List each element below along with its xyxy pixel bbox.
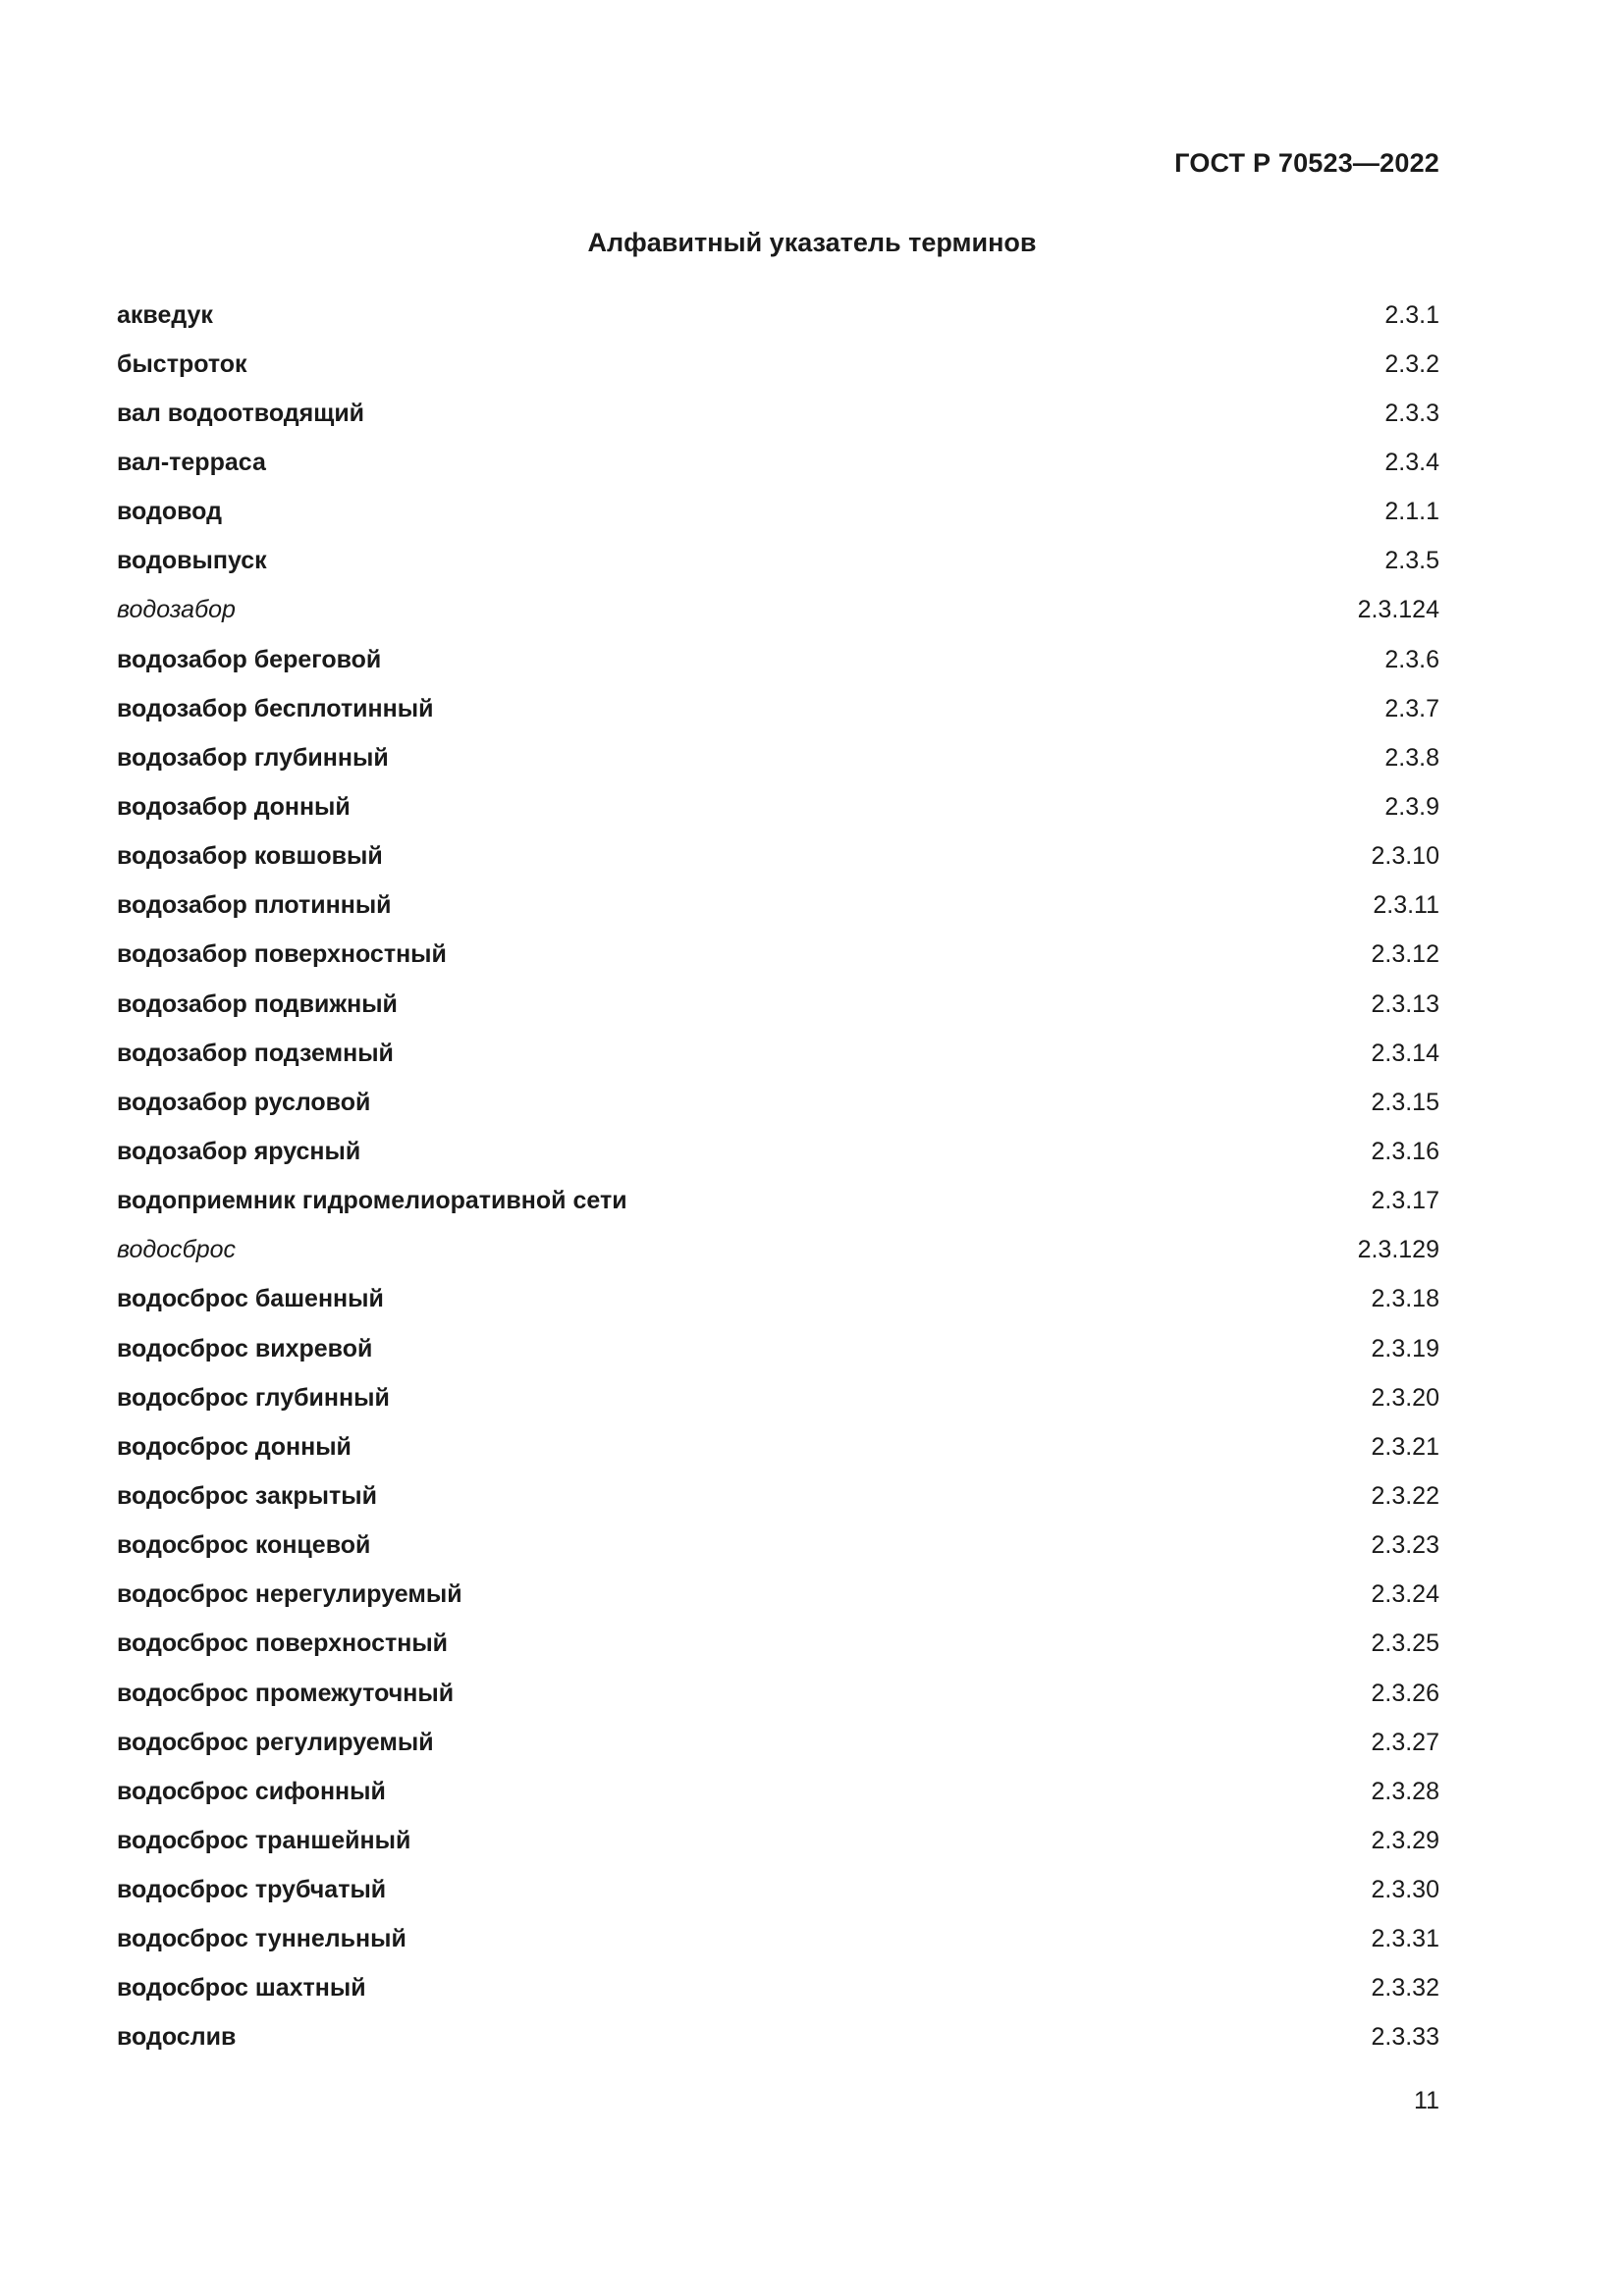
index-term: водозабор подземный [117,1039,394,1067]
index-term: водосброс башенный [117,1285,384,1313]
index-reference: 2.3.5 [1384,547,1439,575]
index-entry [117,1866,1439,1915]
index-entry [117,1620,1439,1669]
index-entry [117,1226,1439,1275]
index-reference: 2.1.1 [1384,498,1439,526]
index-reference: 2.3.15 [1371,1088,1439,1116]
index-term: водосброс шахтный [117,1974,366,2002]
index-term: водозабор ковшовый [117,842,383,871]
index-term: водосброс концевой [117,1531,371,1560]
index-reference: 2.3.30 [1371,1876,1439,1904]
index-reference: 2.3.29 [1371,1826,1439,1854]
index-reference: 2.3.17 [1371,1187,1439,1215]
index-term: водовод [117,498,222,526]
index-reference: 2.3.2 [1384,349,1439,378]
index-entry [117,389,1439,438]
index-entry [117,1275,1439,1324]
index-reference: 2.3.11 [1373,891,1439,920]
index-term: вал-терраса [117,448,266,476]
index-entry [117,291,1439,340]
index-term: водосброс донный [117,1432,352,1461]
index-entry [117,1964,1439,2013]
index-reference: 2.3.18 [1371,1285,1439,1313]
index-reference: 2.3.124 [1357,596,1439,624]
index-reference: 2.3.25 [1371,1629,1439,1658]
index-term: вал водоотводящий [117,399,365,427]
index-term: водозабор донный [117,792,351,821]
index-term: водовыпуск [117,547,267,575]
index-term: водоприемник гидромелиоративной сети [117,1187,627,1215]
index-reference: 2.3.24 [1371,1580,1439,1609]
index-term: водосброс глубинный [117,1383,390,1412]
index-reference: 2.3.16 [1371,1137,1439,1165]
index-entry [117,1177,1439,1226]
index-entry [117,1571,1439,1620]
index-reference: 2.3.9 [1384,792,1439,821]
index-reference: 2.3.27 [1371,1728,1439,1756]
index-reference: 2.3.26 [1371,1679,1439,1707]
index-reference: 2.3.21 [1371,1432,1439,1461]
index-reference: 2.3.129 [1357,1236,1439,1264]
index-reference: 2.3.10 [1371,842,1439,871]
index-entry [117,980,1439,1029]
index-term: водозабор подвижный [117,989,398,1018]
index-entry [117,881,1439,931]
page-number: 11 [1414,2087,1439,2114]
index-entry [117,586,1439,635]
index-entry [117,488,1439,537]
index-term: водозабор бесплотинный [117,694,434,722]
index-reference: 2.3.6 [1384,645,1439,673]
index-entry [117,931,1439,980]
index-term: водосброс нерегулируемый [117,1580,462,1609]
index-term: водозабор береговой [117,645,382,673]
index-term: водозабор ярусный [117,1137,361,1165]
index-entry [117,1915,1439,1964]
index-entry [117,1029,1439,1078]
index-term: водосброс трубчатый [117,1876,387,1904]
index-term: водосброс вихревой [117,1334,373,1362]
index-term: водосброс траншейный [117,1826,411,1854]
index-reference: 2.3.14 [1371,1039,1439,1067]
index-term: водослив [117,2023,237,2052]
index-term: водозабор поверхностный [117,940,447,969]
index-term: акведук [117,300,213,329]
index-term: водосброс сифонный [117,1777,386,1805]
index-reference: 2.3.4 [1384,448,1439,476]
index-entry [117,1373,1439,1422]
index-reference: 2.3.31 [1371,1925,1439,1953]
index-term: водосброс поверхностный [117,1629,449,1658]
index-entry [117,340,1439,389]
index-entry [117,733,1439,782]
index-reference: 2.3.20 [1371,1383,1439,1412]
index-entry [117,1422,1439,1471]
index-entry [117,1522,1439,1571]
index-reference: 2.3.7 [1384,694,1439,722]
index-term: водосброс закрытый [117,1481,377,1510]
index-reference: 2.3.12 [1371,940,1439,969]
index-entry [117,537,1439,586]
index-term: водозабор плотинный [117,891,392,920]
index-reference: 2.3.33 [1371,2023,1439,2052]
index-reference: 2.3.8 [1384,743,1439,772]
index-term: водосброс регулируемый [117,1728,434,1756]
index-entry [117,438,1439,487]
index-entry [117,1471,1439,1521]
index-entry [117,1324,1439,1373]
index-term: водозабор русловой [117,1088,371,1116]
index-entry [117,782,1439,831]
term-index-list [117,291,1439,2062]
index-entry [117,1767,1439,1816]
index-entry [117,1127,1439,1176]
index-reference: 2.3.28 [1371,1777,1439,1805]
index-reference: 2.3.1 [1384,300,1439,329]
index-reference: 2.3.3 [1384,399,1439,427]
index-entry [117,832,1439,881]
index-term: водосброс туннельный [117,1925,406,1953]
index-entry [117,1669,1439,1718]
index-entry [117,635,1439,684]
index-term: водозабор глубинный [117,743,389,772]
index-term: водосброс промежуточный [117,1679,455,1707]
index-reference: 2.3.23 [1371,1531,1439,1560]
index-reference: 2.3.32 [1371,1974,1439,2002]
index-entry [117,2013,1439,2062]
index-entry [117,1816,1439,1865]
index-reference: 2.3.22 [1371,1481,1439,1510]
index-term: быстроток [117,349,247,378]
standard-code-header: ГОСТ Р 70523—2022 [1174,148,1439,178]
index-entry [117,684,1439,733]
index-title: Алфавитный указатель терминов [587,228,1037,257]
index-entry [117,1078,1439,1127]
index-term: водозабор [117,596,236,624]
index-entry [117,1718,1439,1767]
index-reference: 2.3.19 [1371,1334,1439,1362]
index-term: водосброс [117,1236,236,1264]
index-reference: 2.3.13 [1371,989,1439,1018]
